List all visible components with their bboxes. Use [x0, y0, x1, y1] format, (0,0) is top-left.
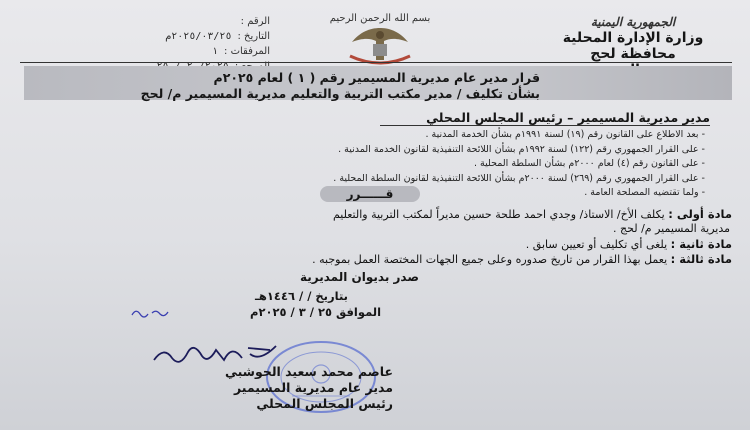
- signer-title: مدير عام مديرية المسيمير: [233, 380, 393, 395]
- article-1-text: يكلف الأخ/ الاستاذ/ وجدي احمد طلحة حسين مديراً لمكتب التربية والتعليم: [332, 208, 665, 221]
- article-3-text: يعمل بهذا القرار من تاريخ صدوره وعلى جميع الجهات المختصة العمل بموجبه .: [312, 253, 668, 266]
- article-1: [333, 207, 732, 221]
- date-gregorian: الموافق ٢٥ / ٣ / ٢٠٢٥م: [250, 305, 382, 319]
- article-2-label: مادة ثانية :: [670, 237, 732, 251]
- issuer-line: مدير مديرية المسيمير – رئيس المجلس المحلي: [426, 110, 710, 125]
- meta-number-row: [60, 14, 270, 29]
- date-hijri: بتاريخ / / ١٤٤٦هـ: [255, 289, 348, 303]
- article-1-continuation-text: مديرية المسيمير م/ لحج .: [613, 222, 730, 235]
- reference-item: - على القرار الجمهوري رقم (١٢٢) لسنة ١٩٩٢م بشأن اللائحة التنفيذية لقانون الخدمة المدنية .: [338, 143, 705, 155]
- reference-item: - على القانون رقم (٤) لعام ٢٠٠٠م بشأن السلطة المحلية .: [474, 158, 705, 169]
- letterhead-governorate: محافظة لحج: [590, 46, 676, 62]
- issued-at: صدر بديوان المديرية: [300, 270, 419, 284]
- handwritten-note-icon: [130, 306, 170, 320]
- basmala-text: بسم الله الرحمن الرحيم: [330, 13, 430, 24]
- letterhead-republic: الجمهورية اليمنية: [590, 15, 676, 29]
- article-1-continuation: [613, 222, 730, 235]
- article-2-text: يلغى أي تكليف أو تعيين سابق .: [525, 238, 668, 251]
- yemen-eagle-emblem-icon: [330, 8, 430, 70]
- signer-name: عاصم محمد سعيد الحوشبي: [224, 364, 393, 379]
- reference-item: - بعد الاطلاع على القانون رقم (١٩) لسنة ١٩٩١م بشأن الخدمة المدنية .: [425, 129, 705, 140]
- header-divider: [20, 62, 732, 63]
- meta-attachments-value: ١: [211, 46, 219, 57]
- meta-number-label: الرقم :: [240, 16, 270, 27]
- article-2: [526, 237, 732, 251]
- document-metadata: [60, 14, 270, 74]
- reference-item: - على القرار الجمهوري رقم (٢٦٩) لسنة ٢٠٠٠م بشأن اللائحة التنفيذية لقانون السلطة المحلية .: [333, 172, 705, 184]
- article-3-label: مادة ثالثة :: [670, 252, 732, 266]
- signer-title-council: رئيس المجلس المحلي: [256, 396, 393, 411]
- letterhead-ministry: وزارة الإدارة المحلية: [562, 30, 704, 46]
- issuer-underline: [380, 125, 710, 126]
- meta-date-row: [60, 29, 270, 44]
- meta-attachments-label: المرفقات :: [224, 46, 270, 57]
- meta-date-label: التاريخ :: [237, 31, 270, 42]
- decision-subject: بشأن تكليف / مدير مكتب التربية والتعليم مديرية المسيمير م/ لحج: [140, 86, 540, 101]
- reference-item: - ولما تقتضيه المصلحة العامة .: [584, 187, 705, 198]
- article-3: [312, 252, 732, 266]
- signer-block: [178, 364, 393, 412]
- decision-heading: قــــــرر: [320, 186, 420, 202]
- meta-attachments-row: [60, 44, 270, 59]
- meta-date-value: ٢٠٢٥/٠٣/٢٥م: [165, 31, 232, 42]
- article-1-label: مادة أولى :: [668, 207, 732, 221]
- decision-title: قرار مدير عام مديرية المسيمير رقم ( ١ ) لعام ٢٠٢٥م: [213, 70, 540, 85]
